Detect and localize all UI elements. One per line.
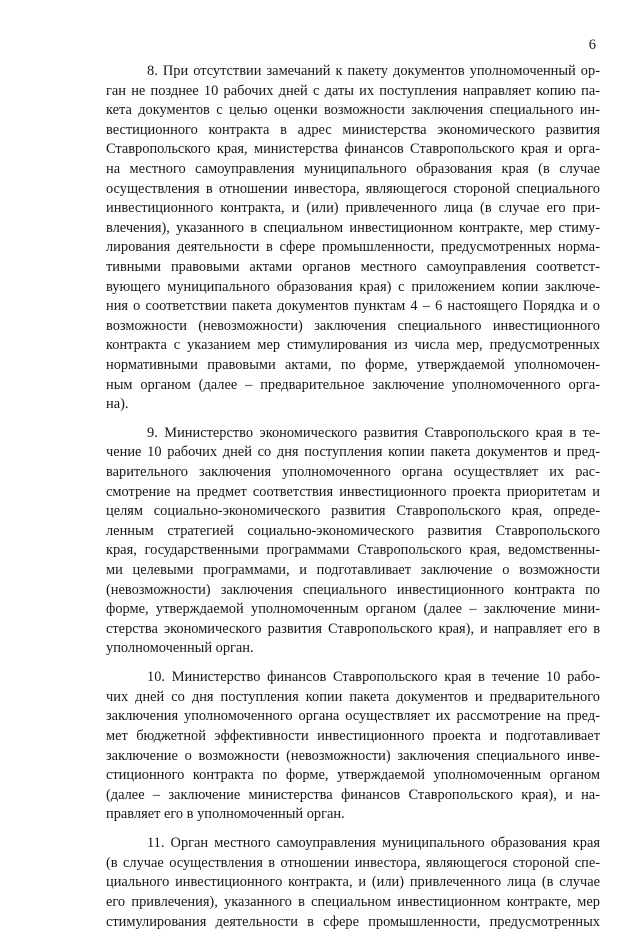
text-line: его привлечения), указанного в специальном инвестиционном контракте, мер: [106, 893, 600, 910]
paragraph: [106, 62, 600, 415]
text-line: тивными правовыми актами органов местного самоуправления соответст-: [106, 258, 600, 275]
text-line: стимулирования деятельности в сфере промышленности, предусмотренных: [106, 913, 600, 930]
text-line: заключения уполномоченного органа осуществляет их рассмотрение на пред-: [106, 708, 600, 725]
text-line: (в случае осуществления в отношении инвестора, являющегося стороной спе-: [106, 854, 600, 871]
text-line: инвестиционного контракта, и (или) привлеченного лица (в случае его при-: [106, 200, 600, 217]
text-line: Ставропольского края, министерства финансов Ставропольского края и орга-: [106, 141, 600, 158]
text-line: ган не позднее 10 рабочих дней с даты их поступления направляет копию па-: [106, 82, 600, 99]
text-line: чение 10 рабочих дней со дня поступления копии пакета документов и пред-: [106, 444, 600, 461]
text-line: на местного самоуправления муниципального образования края (в случае: [106, 160, 600, 177]
text-line: края, государственными программами Ставропольского края, ведомственны-: [106, 542, 600, 559]
text-line: форме, утверждаемой уполномоченным органом (далее – заключение мини-: [106, 601, 600, 618]
paragraph: [106, 424, 600, 659]
text-line: ленным стратегией социально-экономического развития Ставропольского: [106, 522, 600, 539]
text-line: возможности (невозможности) заключения специального инвестиционного: [106, 317, 600, 334]
text-line: ми целевыми программами, и подготавливает заключение о возможности: [106, 562, 600, 579]
text-line: осуществления в отношении инвестора, являющегося стороной специального: [106, 180, 600, 197]
text-line: 8. При отсутствии замечаний к пакету документов уполномоченный ор-: [147, 63, 600, 79]
text-line: (далее – заключение министерства финансов Ставропольского края), и на-: [106, 786, 600, 803]
text-line: на).: [106, 396, 129, 413]
text-line: стиционного контракта по форме, утверждаемой уполномоченным органом: [106, 767, 600, 784]
document-body: [106, 62, 600, 941]
text-line: кета документов с целью оценки возможности заключения специального ин-: [106, 102, 600, 119]
text-line: циального инвестиционного контракта, и (или) привлеченного лица (в случае: [106, 874, 600, 891]
text-line: вестиционного контракта в адрес министерства экономического развития: [106, 121, 600, 138]
text-line: контракта с указанием мер стимулирования из числа мер, предусмотренных: [106, 337, 600, 354]
text-line: влечения), указанного в специальном инвестиционном контракте, мер стиму-: [106, 219, 600, 236]
text-line: правляет его в уполномоченный орган.: [106, 806, 345, 823]
text-line: ния о соответствии пакета документов пунктам 4 – 6 настоящего Порядка и о: [106, 298, 600, 315]
text-line: вующего муниципального образования края) с приложением копии заключе-: [106, 278, 600, 295]
text-line: нормативными правовыми актами, по форме, утверждаемой уполномочен-: [106, 356, 600, 373]
text-line: 9. Министерство экономического развития Ставропольского края в те-: [147, 424, 600, 441]
text-line: заключение о возможности (невозможности) заключения специального инве-: [106, 747, 600, 764]
text-line: уполномоченный орган.: [106, 640, 254, 657]
text-line: лирования деятельности в сфере промышленности, предусмотренных норма-: [106, 239, 600, 256]
paragraph: [106, 834, 600, 932]
text-line: ным органом (далее – предварительное заключение уполномоченного орга-: [106, 376, 600, 393]
text-line: стерства экономического развития Ставропольского края), и направляет его в: [106, 620, 600, 637]
text-line: варительного заключения уполномоченного органа осуществляет их рас-: [106, 464, 600, 481]
text-line: целям социально-экономического развития Ставропольского края, опреде-: [106, 503, 600, 520]
text-line: смотрение на предмет соответствия инвестиционного проекта приоритетам и: [106, 483, 600, 500]
text-line: 11. Орган местного самоуправления муниципального образования края: [147, 835, 600, 852]
text-line: (невозможности) заключения специального инвестиционного контракта по: [106, 581, 600, 598]
text-line: чих дней со дня поступления копии пакета документов и предварительного: [106, 688, 600, 705]
text-line: 10. Министерство финансов Ставропольского края в течение 10 рабо-: [147, 669, 600, 686]
text-line: мет бюджетной эффективности инвестиционного проекта и подготавливает: [106, 727, 600, 744]
paragraph: [106, 668, 600, 825]
page-number: 6: [588, 37, 596, 53]
